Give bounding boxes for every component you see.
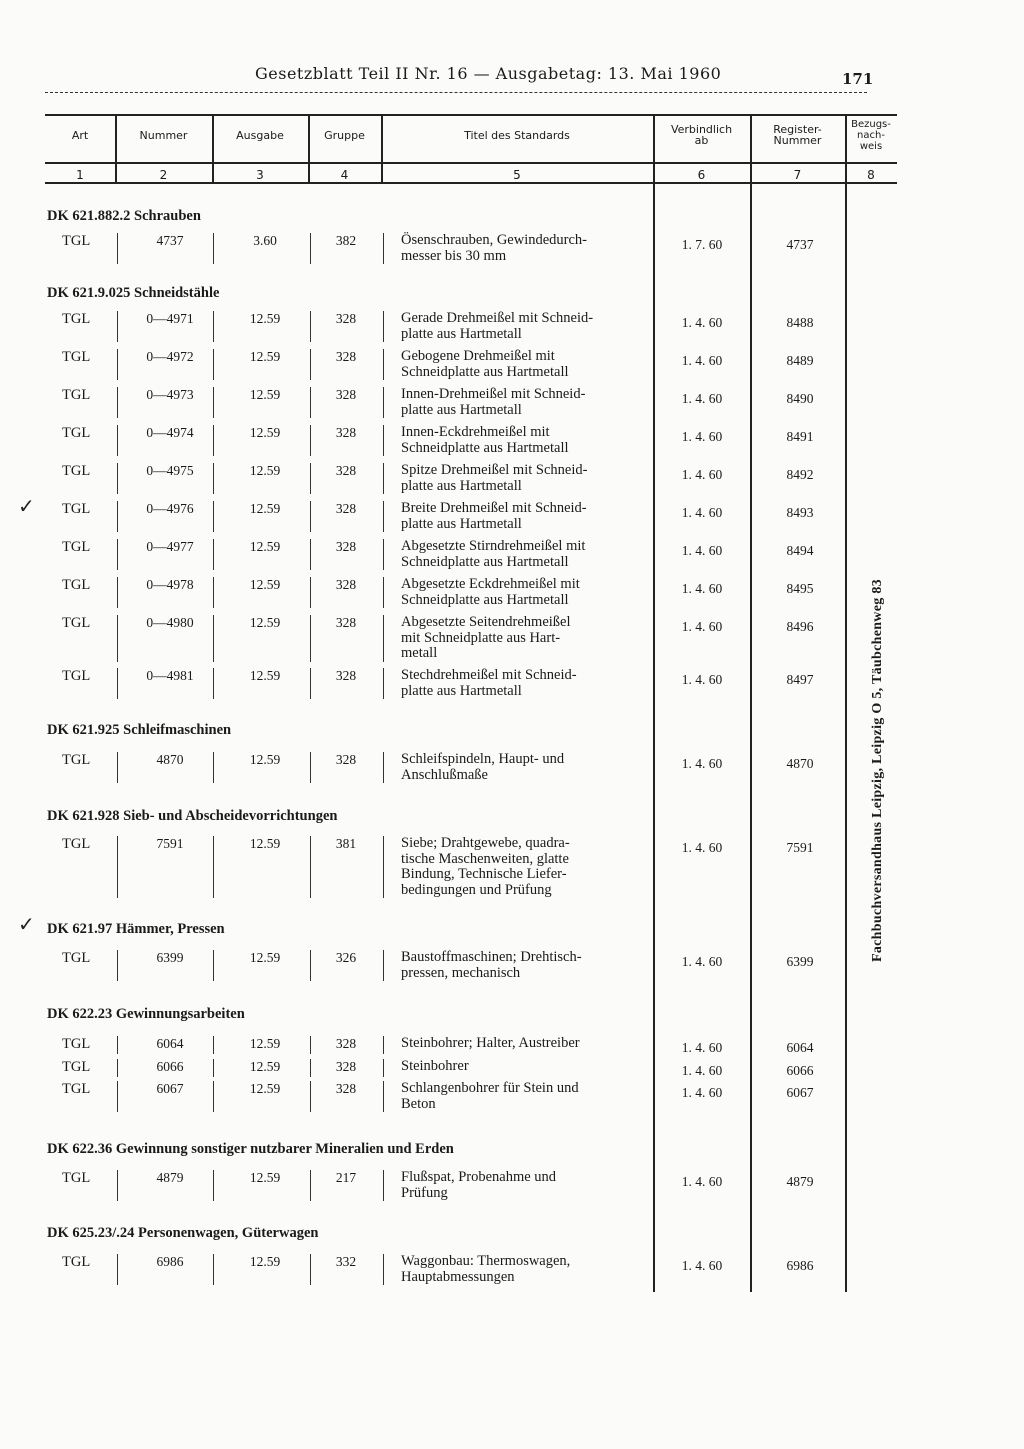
cell-titel [401,387,646,418]
cell-titel [401,668,646,699]
cell-titel-line: Abgesetzte Stirndrehmeißel mit [401,538,586,554]
cell-verbindlich: 1. 4. 60 [681,954,723,969]
cell-verbindlich: 1. 4. 60 [681,1063,723,1078]
col-register-label [750,124,845,146]
cell-titel-line: Siebe; Drahtgewebe, quadra- [401,835,570,851]
cell-titel-line: platte aus Hartmetall [401,515,522,532]
cell-nummer: 0—4981 [146,668,194,683]
cell-nummer: 0—4977 [146,539,194,554]
cell-nummer: 0—4978 [146,577,194,592]
page-title: Gesetzblatt Teil II Nr. 16 — Ausgabetag: 13. Mai 1960 [255,64,722,83]
column-tick [117,311,119,342]
cell-titel [401,836,646,898]
cell-gruppe: 328 [335,463,357,478]
column-tick [310,668,312,699]
check-mark-icon: ✓ [18,912,35,936]
cell-titel-line: Hauptabmessungen [401,1268,515,1285]
column-tick [213,836,215,898]
column-tick [213,577,215,608]
col-bezug-line: Bezugs- [851,119,891,130]
column-tick [310,950,312,981]
cell-register: 8497 [786,672,814,687]
column-tick [213,349,215,380]
col-verbindlich-label [653,124,750,146]
cell-titel-line: Schneidplatte aus Hartmetall [401,553,569,570]
cell-register: 8494 [786,543,814,558]
column-tick [383,615,385,662]
column-tick [213,1036,215,1054]
page-header [0,64,1024,92]
cell-verbindlich: 1. 4. 60 [681,1258,723,1273]
column-tick [310,1059,312,1077]
cell-register: 6064 [786,1040,814,1055]
cell-ausgabe: 12.59 [249,836,281,851]
cell-register: 8496 [786,619,814,634]
column-tick [383,539,385,570]
column-tick [310,501,312,532]
header-top-rule [45,114,897,116]
cell-titel-line: metall [401,645,438,661]
col-verbindlich-line: Verbindlich [670,123,733,136]
column-tick [383,1254,385,1285]
cell-titel-line: Ösenschrauben, Gewindedurch- [401,232,588,248]
section-title: DK 621.97 Hämmer, Pressen [47,921,225,937]
col-nummer-label: Nummer [139,129,188,142]
column-tick [310,1036,312,1054]
column-tick [383,233,385,264]
cell-art: TGL [62,425,91,441]
col-bezug-line: weis [859,141,883,152]
col-rule-verbindlich [653,184,655,1292]
cell-verbindlich: 1. 4. 60 [681,581,723,596]
column-tick [213,311,215,342]
cell-titel [401,425,646,456]
cell-nummer: 4737 [156,233,184,248]
cell-titel-line: Innen-Drehmeißel mit Schneid- [401,386,586,402]
col-bezug-label [845,119,897,152]
cell-ausgabe: 12.59 [249,463,281,478]
col-verbindlich-line: ab [694,134,709,147]
cell-nummer: 6986 [156,1254,184,1269]
cell-nummer: 7591 [156,836,184,851]
cell-ausgabe: 12.59 [249,311,281,326]
cell-titel [401,1036,646,1052]
column-tick [213,1081,215,1112]
column-tick [383,950,385,981]
cell-register: 8493 [786,505,814,520]
column-tick [383,387,385,418]
cell-gruppe: 328 [335,501,357,516]
column-tick [310,233,312,264]
column-tick [310,387,312,418]
cell-ausgabe: 12.59 [249,1170,281,1185]
column-tick [117,752,119,783]
cell-gruppe: 326 [335,950,357,965]
cell-nummer: 4870 [156,752,184,767]
cell-nummer: 0—4975 [146,463,194,478]
cell-titel [401,539,646,570]
cell-register: 6986 [786,1258,814,1273]
column-tick [213,387,215,418]
cell-ausgabe: 12.59 [249,349,281,364]
column-tick [310,1254,312,1285]
cell-gruppe: 382 [335,233,357,248]
column-tick [310,425,312,456]
cell-gruppe: 217 [335,1170,357,1185]
cell-titel-line: bedingungen und Prüfung [401,881,552,898]
cell-gruppe: 381 [335,836,357,851]
cell-verbindlich: 1. 4. 60 [681,391,723,406]
column-tick [213,1254,215,1285]
column-tick [383,1170,385,1201]
column-tick [310,615,312,662]
cell-gruppe: 328 [335,1059,357,1074]
column-tick [213,950,215,981]
col-number-2: 2 [159,168,168,182]
cell-register: 4737 [786,237,814,252]
cell-gruppe: 328 [335,425,357,440]
col-art-label: Art [71,129,89,142]
cell-titel [401,1170,646,1201]
cell-nummer: 4879 [156,1170,184,1185]
col-register-line: Register- [773,123,822,136]
column-tick [383,1036,385,1054]
cell-verbindlich: 1. 4. 60 [681,543,723,558]
cell-nummer: 0—4974 [146,425,194,440]
cell-titel-line: Schleifspindeln, Haupt- und [401,751,565,767]
cell-art: TGL [62,615,91,631]
col-ausgabe-label: Ausgabe [236,129,284,142]
column-tick [383,577,385,608]
col-bezug-line: nach- [857,130,885,141]
cell-art: TGL [62,668,91,684]
cell-titel-line: Steinbohrer [401,1058,469,1074]
cell-art: TGL [62,1059,91,1075]
cell-titel-line: Gerade Drehmeißel mit Schneid- [401,310,594,326]
col-number-8: 8 [867,168,875,182]
cell-ausgabe: 12.59 [249,950,281,965]
section-title: DK 625.23/.24 Personenwagen, Güterwagen [47,1225,319,1241]
cell-register: 4879 [786,1174,814,1189]
cell-titel-line: mit Schneidplatte aus Hart- [401,629,561,646]
column-tick [117,615,119,662]
cell-art: TGL [62,752,91,768]
column-tick [310,349,312,380]
col-number-6: 6 [697,168,706,182]
column-tick [383,1081,385,1112]
column-tick [383,752,385,783]
cell-ausgabe: 12.59 [249,1059,281,1074]
column-tick [117,577,119,608]
cell-ausgabe: 3.60 [253,233,277,248]
cell-gruppe: 332 [335,1254,357,1269]
cell-register: 8489 [786,353,814,368]
cell-register: 6066 [786,1063,814,1078]
cell-nummer: 6064 [156,1036,184,1051]
column-tick [117,1254,119,1285]
cell-titel-line: Innen-Eckdrehmeißel mit [401,424,550,440]
cell-titel [401,577,646,608]
section-title: DK 621.882.2 Schrauben [47,208,201,224]
header-rule [45,92,867,93]
cell-art: TGL [62,463,91,479]
cell-nummer: 0—4971 [146,311,194,326]
column-tick [213,233,215,264]
cell-titel [401,349,646,380]
cell-ausgabe: 12.59 [249,501,281,516]
cell-titel-line: Steinbohrer; Halter, Austreiber [401,1035,580,1051]
column-tick [383,311,385,342]
cell-gruppe: 328 [335,615,357,630]
cell-art: TGL [62,1254,91,1270]
cell-titel-line: Flußspat, Probenahme und [401,1169,557,1185]
cell-ausgabe: 12.59 [249,425,281,440]
cell-titel-line: Anschlußmaße [401,766,488,783]
cell-register: 6399 [786,954,814,969]
column-tick [117,233,119,264]
col-titel-label: Titel des Standards [464,129,570,142]
column-tick [117,349,119,380]
column-tick [310,577,312,608]
cell-ausgabe: 12.59 [249,387,281,402]
cell-ausgabe: 12.59 [249,615,281,630]
column-tick [213,463,215,494]
column-tick [383,836,385,898]
cell-verbindlich: 1. 4. 60 [681,619,723,634]
column-tick [117,501,119,532]
col-number-5: 5 [513,168,521,182]
cell-register: 8490 [786,391,814,406]
cell-titel [401,752,646,783]
col-number-3: 3 [256,168,264,182]
cell-titel [401,311,646,342]
column-tick [117,1170,119,1201]
cell-verbindlich: 1. 4. 60 [681,429,723,444]
cell-register: 7591 [786,840,814,855]
col-rule-bezug [845,184,847,1292]
cell-verbindlich: 1. 4. 60 [681,1085,723,1100]
column-tick [383,349,385,380]
page-number: 171 [842,70,874,88]
cell-titel-line: Beton [401,1095,436,1112]
cell-register: 8492 [786,467,814,482]
section-title: DK 622.23 Gewinnungsarbeiten [47,1006,245,1022]
cell-titel-line: Baustoffmaschinen; Drehtisch- [401,949,582,965]
cell-titel-line: Spitze Drehmeißel mit Schneid- [401,462,588,478]
cell-ausgabe: 12.59 [249,539,281,554]
cell-titel-line: Schneidplatte aus Hartmetall [401,439,569,456]
column-tick [117,1059,119,1077]
cell-gruppe: 328 [335,668,357,683]
col-number-1: 1 [76,168,84,182]
cell-verbindlich: 1. 4. 60 [681,505,723,520]
cell-titel-line: platte aus Hartmetall [401,401,522,418]
column-tick [117,668,119,699]
column-tick [213,1059,215,1077]
column-tick [213,668,215,699]
cell-titel-line: tische Maschenweiten, glatte [401,850,569,867]
cell-titel [401,950,646,981]
header-bottom-rule [45,182,897,184]
cell-ausgabe: 12.59 [249,668,281,683]
col-gruppe-label: Gruppe [324,129,365,142]
cell-titel [401,615,646,662]
check-mark-icon: ✓ [18,494,35,518]
cell-verbindlich: 1. 4. 60 [681,315,723,330]
column-tick [213,539,215,570]
cell-titel-line: platte aus Hartmetall [401,682,522,699]
cell-verbindlich: 1. 7. 60 [681,237,723,252]
cell-nummer: 6399 [156,950,184,965]
column-tick [310,463,312,494]
cell-art: TGL [62,349,91,365]
cell-ausgabe: 12.59 [249,1036,281,1051]
cell-titel-line: Schneidplatte aus Hartmetall [401,363,569,380]
cell-verbindlich: 1. 4. 60 [681,672,723,687]
cell-nummer: 0—4980 [146,615,194,630]
cell-gruppe: 328 [335,311,357,326]
column-tick [310,752,312,783]
col-number-4: 4 [340,168,349,182]
cell-art: TGL [62,836,91,852]
cell-nummer: 6066 [156,1059,184,1074]
cell-nummer: 6067 [156,1081,184,1096]
section-title: DK 621.925 Schleifmaschinen [47,722,232,738]
cell-verbindlich: 1. 4. 60 [681,1174,723,1189]
column-tick [213,425,215,456]
cell-register: 6067 [786,1085,814,1100]
header-mid-rule [45,162,897,164]
cell-titel-line: Breite Drehmeißel mit Schneid- [401,500,587,516]
cell-art: TGL [62,501,91,517]
column-tick [383,425,385,456]
cell-titel [401,233,646,264]
cell-nummer: 0—4973 [146,387,194,402]
column-tick [117,387,119,418]
cell-verbindlich: 1. 4. 60 [681,756,723,771]
cell-gruppe: 328 [335,1036,357,1051]
cell-register: 8488 [786,315,814,330]
col-number-7: 7 [793,168,802,182]
cell-verbindlich: 1. 4. 60 [681,1040,723,1055]
cell-titel [401,501,646,532]
cell-gruppe: 328 [335,752,357,767]
cell-titel [401,1081,646,1112]
column-tick [310,1170,312,1201]
column-tick [213,1170,215,1201]
cell-art: TGL [62,1036,91,1052]
column-tick [117,1081,119,1112]
cell-art: TGL [62,311,91,327]
cell-nummer: 0—4972 [146,349,194,364]
cell-verbindlich: 1. 4. 60 [681,467,723,482]
column-tick [310,1081,312,1112]
cell-ausgabe: 12.59 [249,1081,281,1096]
cell-art: TGL [62,539,91,555]
cell-verbindlich: 1. 4. 60 [681,353,723,368]
column-tick [213,615,215,662]
cell-gruppe: 328 [335,349,357,364]
cell-titel-line: Schlangenbohrer für Stein und [401,1080,579,1096]
cell-gruppe: 328 [335,539,357,554]
column-tick [117,463,119,494]
section-title: DK 621.9.025 Schneidstähle [47,285,220,301]
cell-titel-line: messer bis 30 mm [401,247,507,264]
cell-verbindlich: 1. 4. 60 [681,840,723,855]
cell-ausgabe: 12.59 [249,1254,281,1269]
cell-titel-line: Schneidplatte aus Hartmetall [401,591,569,608]
column-tick [117,836,119,898]
column-tick [213,752,215,783]
column-tick [383,463,385,494]
column-tick [310,836,312,898]
column-tick [383,1059,385,1077]
cell-gruppe: 328 [335,387,357,402]
cell-titel-line: Abgesetzte Seitendrehmeißel [401,614,571,630]
column-tick [117,950,119,981]
cell-titel [401,1059,646,1075]
column-tick [383,501,385,532]
cell-titel-line: Bindung, Technische Liefer- [401,866,567,882]
col-register-line: Nummer [773,134,822,147]
column-tick [310,311,312,342]
cell-art: TGL [62,577,91,593]
cell-ausgabe: 12.59 [249,752,281,767]
cell-art: TGL [62,1170,91,1186]
column-tick [117,425,119,456]
cell-titel [401,1254,646,1285]
column-tick [310,539,312,570]
cell-titel [401,463,646,494]
section-title: DK 622.36 Gewinnung sonstiger nutzbarer Mineralien und Erden [47,1141,454,1157]
col-rule-register [750,184,752,1292]
cell-ausgabe: 12.59 [249,577,281,592]
cell-register: 8495 [786,581,814,596]
table-column-header [45,114,897,186]
column-tick [383,668,385,699]
cell-titel-line: Stechdrehmeißel mit Schneid- [401,667,577,683]
cell-art: TGL [62,1081,91,1097]
cell-art: TGL [62,233,91,249]
side-note: Fachbuchversandhaus Leipzig, Leipzig O 5, Täubchenweg 83 [870,579,885,962]
cell-gruppe: 328 [335,1081,357,1096]
column-tick [117,1036,119,1054]
cell-register: 4870 [786,756,814,771]
cell-gruppe: 328 [335,577,357,592]
cell-titel-line: Gebogene Drehmeißel mit [401,348,555,364]
cell-art: TGL [62,387,91,403]
cell-art: TGL [62,950,91,966]
cell-titel-line: pressen, mechanisch [401,964,521,981]
cell-titel-line: Abgesetzte Eckdrehmeißel mit [401,576,580,592]
column-tick [213,501,215,532]
cell-nummer: 0—4976 [146,501,194,516]
column-tick [117,539,119,570]
cell-titel-line: Waggonbau: Thermoswagen, [401,1253,571,1269]
cell-titel-line: Prüfung [401,1184,448,1201]
cell-register: 8491 [786,429,814,444]
cell-titel-line: platte aus Hartmetall [401,477,522,494]
cell-titel-line: platte aus Hartmetall [401,325,522,342]
section-title: DK 621.928 Sieb- und Abscheidevorrichtungen [47,808,338,824]
